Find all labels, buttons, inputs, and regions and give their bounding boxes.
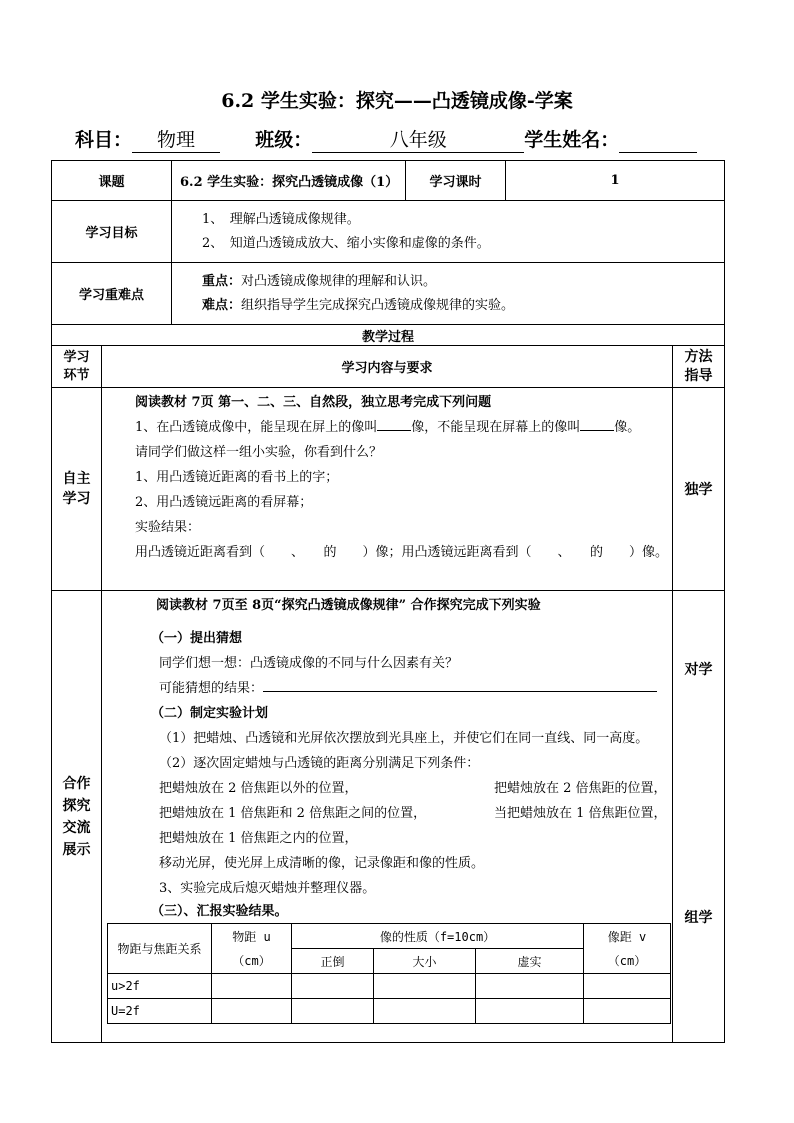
answer-blank[interactable]	[580, 418, 614, 431]
result-table	[107, 923, 671, 1024]
result-line: 用凸透镜近距离看到（ 、 的 ）像；用凸透镜远距离看到（ 、 的 ）像。	[135, 545, 669, 560]
table-cell[interactable]	[584, 974, 671, 999]
class-label: 班级：	[255, 129, 313, 151]
plan-step-2: （2）逐次固定蜡烛与凸透镜的距离分别满足下列条件：	[159, 756, 480, 771]
section-3-title: （三）、汇报实验结果。	[151, 904, 288, 919]
self-study-content	[102, 388, 673, 591]
coop-heading: 阅读教材 7页至 8页“探究凸透镜成像规律” 合作探究完成下列实验	[156, 598, 541, 613]
hours-label: 学习课时	[406, 161, 506, 201]
real-header: 虚实	[476, 949, 584, 974]
self-study-method: 独学	[673, 388, 725, 591]
section-2-title: （二）制定实验计划	[151, 706, 269, 721]
condition-2: 把蜡烛放在 2 倍焦距的位置，	[494, 781, 667, 796]
condition-3: 把蜡烛放在 1 倍焦距和 2 倍焦距之间的位置，	[159, 806, 427, 821]
table-row	[108, 974, 671, 999]
table-cell[interactable]	[212, 974, 292, 999]
section-1-question: 同学们想一想：凸透镜成像的不同与什么因素有关？	[159, 656, 459, 671]
table-cell[interactable]	[374, 974, 476, 999]
method-pair: 对学	[684, 662, 713, 678]
name-value	[619, 132, 697, 153]
table-cell[interactable]	[476, 974, 584, 999]
distance-u-header: 物距 u	[212, 924, 292, 949]
ask-text: 请同学们做这样一组小实验，你看到什么？	[135, 445, 383, 460]
table-cell[interactable]	[584, 999, 671, 1024]
info-line	[75, 125, 697, 153]
u-unit: （cm）	[212, 949, 292, 974]
condition-4: 当把蜡烛放在 1 倍焦距位置，	[494, 806, 667, 821]
condition-1: 把蜡烛放在 2 倍焦距以外的位置，	[159, 781, 358, 796]
experiment-2: 2、用凸透镜远距离的看屏幕；	[135, 495, 313, 510]
question-1: 1、在凸透镜成像中，能呈现在屏上的像叫 像，不能呈现在屏幕上的像叫 像。	[135, 420, 641, 435]
topic-value: 6.2 学生实验：探究凸透镜成像（1）	[172, 161, 406, 201]
name-label: 学生姓名：	[524, 129, 620, 151]
guess-input[interactable]	[263, 679, 657, 692]
row-condition: u>2f	[108, 974, 212, 999]
topic-label: 课题	[52, 161, 172, 201]
process-title: 教学过程	[52, 325, 725, 346]
move-screen-text: 移动光屏，使光屏上成清晰的像，记录像距和像的性质。	[159, 856, 485, 871]
upright-header: 正倒	[292, 949, 374, 974]
size-header: 大小	[374, 949, 476, 974]
self-study-heading: 阅读教材 7页 第一、二、三、自然段，独立思考完成下列问题	[135, 395, 492, 410]
key-label: 重点：	[202, 273, 242, 289]
keypoints-label: 学习重难点	[52, 263, 172, 325]
goal-item: 2、 知道凸透镜成放大、缩小实像和虚像的条件。	[202, 235, 490, 251]
method-group: 组学	[684, 910, 713, 926]
self-study-stage: 自主学习	[52, 388, 102, 591]
class-value: 八年级	[312, 125, 524, 153]
plan-step-1: （1）把蜡烛、凸透镜和光屏依次摆放到光具座上，并使它们在同一直线、同一高度。	[159, 731, 649, 746]
goal-item: 1、 理解凸透镜成像规律。	[202, 211, 360, 227]
goals-label: 学习目标	[52, 201, 172, 263]
image-nature-header: 像的性质（f=10cm）	[292, 924, 584, 949]
hours-value: 1	[506, 161, 725, 201]
distance-v-header: 像距 v	[584, 924, 671, 949]
table-cell[interactable]	[374, 999, 476, 1024]
subject-value: 物理	[132, 125, 220, 153]
section-1-title: （一）提出猜想	[151, 631, 243, 646]
guess-label: 可能猜想的结果：	[159, 681, 264, 696]
result-label: 实验结果：	[135, 520, 201, 535]
condition-5: 把蜡烛放在 1 倍焦距之内的位置，	[159, 831, 358, 846]
coop-content	[102, 591, 673, 1043]
answer-blank[interactable]	[377, 418, 411, 431]
content-header: 学习内容与要求	[102, 346, 673, 388]
experiment-1: 1、用凸透镜近距离的看书上的字；	[135, 470, 339, 485]
plan-step-3: 3、实验完成后熄灭蜡烛并整理仪器。	[159, 881, 376, 896]
table-cell[interactable]	[292, 999, 374, 1024]
table-cell[interactable]	[292, 974, 374, 999]
table-cell[interactable]	[476, 999, 584, 1024]
lesson-table	[51, 160, 725, 1043]
method-header: 方法指导	[673, 346, 725, 388]
page-title: 6.2 学生实验：探究——凸透镜成像-学案	[221, 90, 573, 112]
keypoints-list	[172, 263, 725, 325]
coop-stage: 合作探究交流展示	[52, 591, 102, 1043]
table-row	[108, 999, 671, 1024]
subject-label: 科目：	[75, 129, 133, 151]
goals-list	[172, 201, 725, 263]
table-cell[interactable]	[212, 999, 292, 1024]
coop-methods	[673, 591, 725, 1043]
relation-header: 物距与焦距关系	[108, 924, 212, 974]
key-text: 对凸透镜成像规律的理解和认识。	[241, 273, 437, 289]
row-condition: U=2f	[108, 999, 212, 1024]
v-unit: （cm）	[584, 949, 671, 974]
hard-label: 难点：	[202, 297, 242, 313]
hard-text: 组织指导学生完成探究凸透镜成像规律的实验。	[241, 297, 515, 313]
stage-header: 学习环节	[52, 346, 102, 388]
